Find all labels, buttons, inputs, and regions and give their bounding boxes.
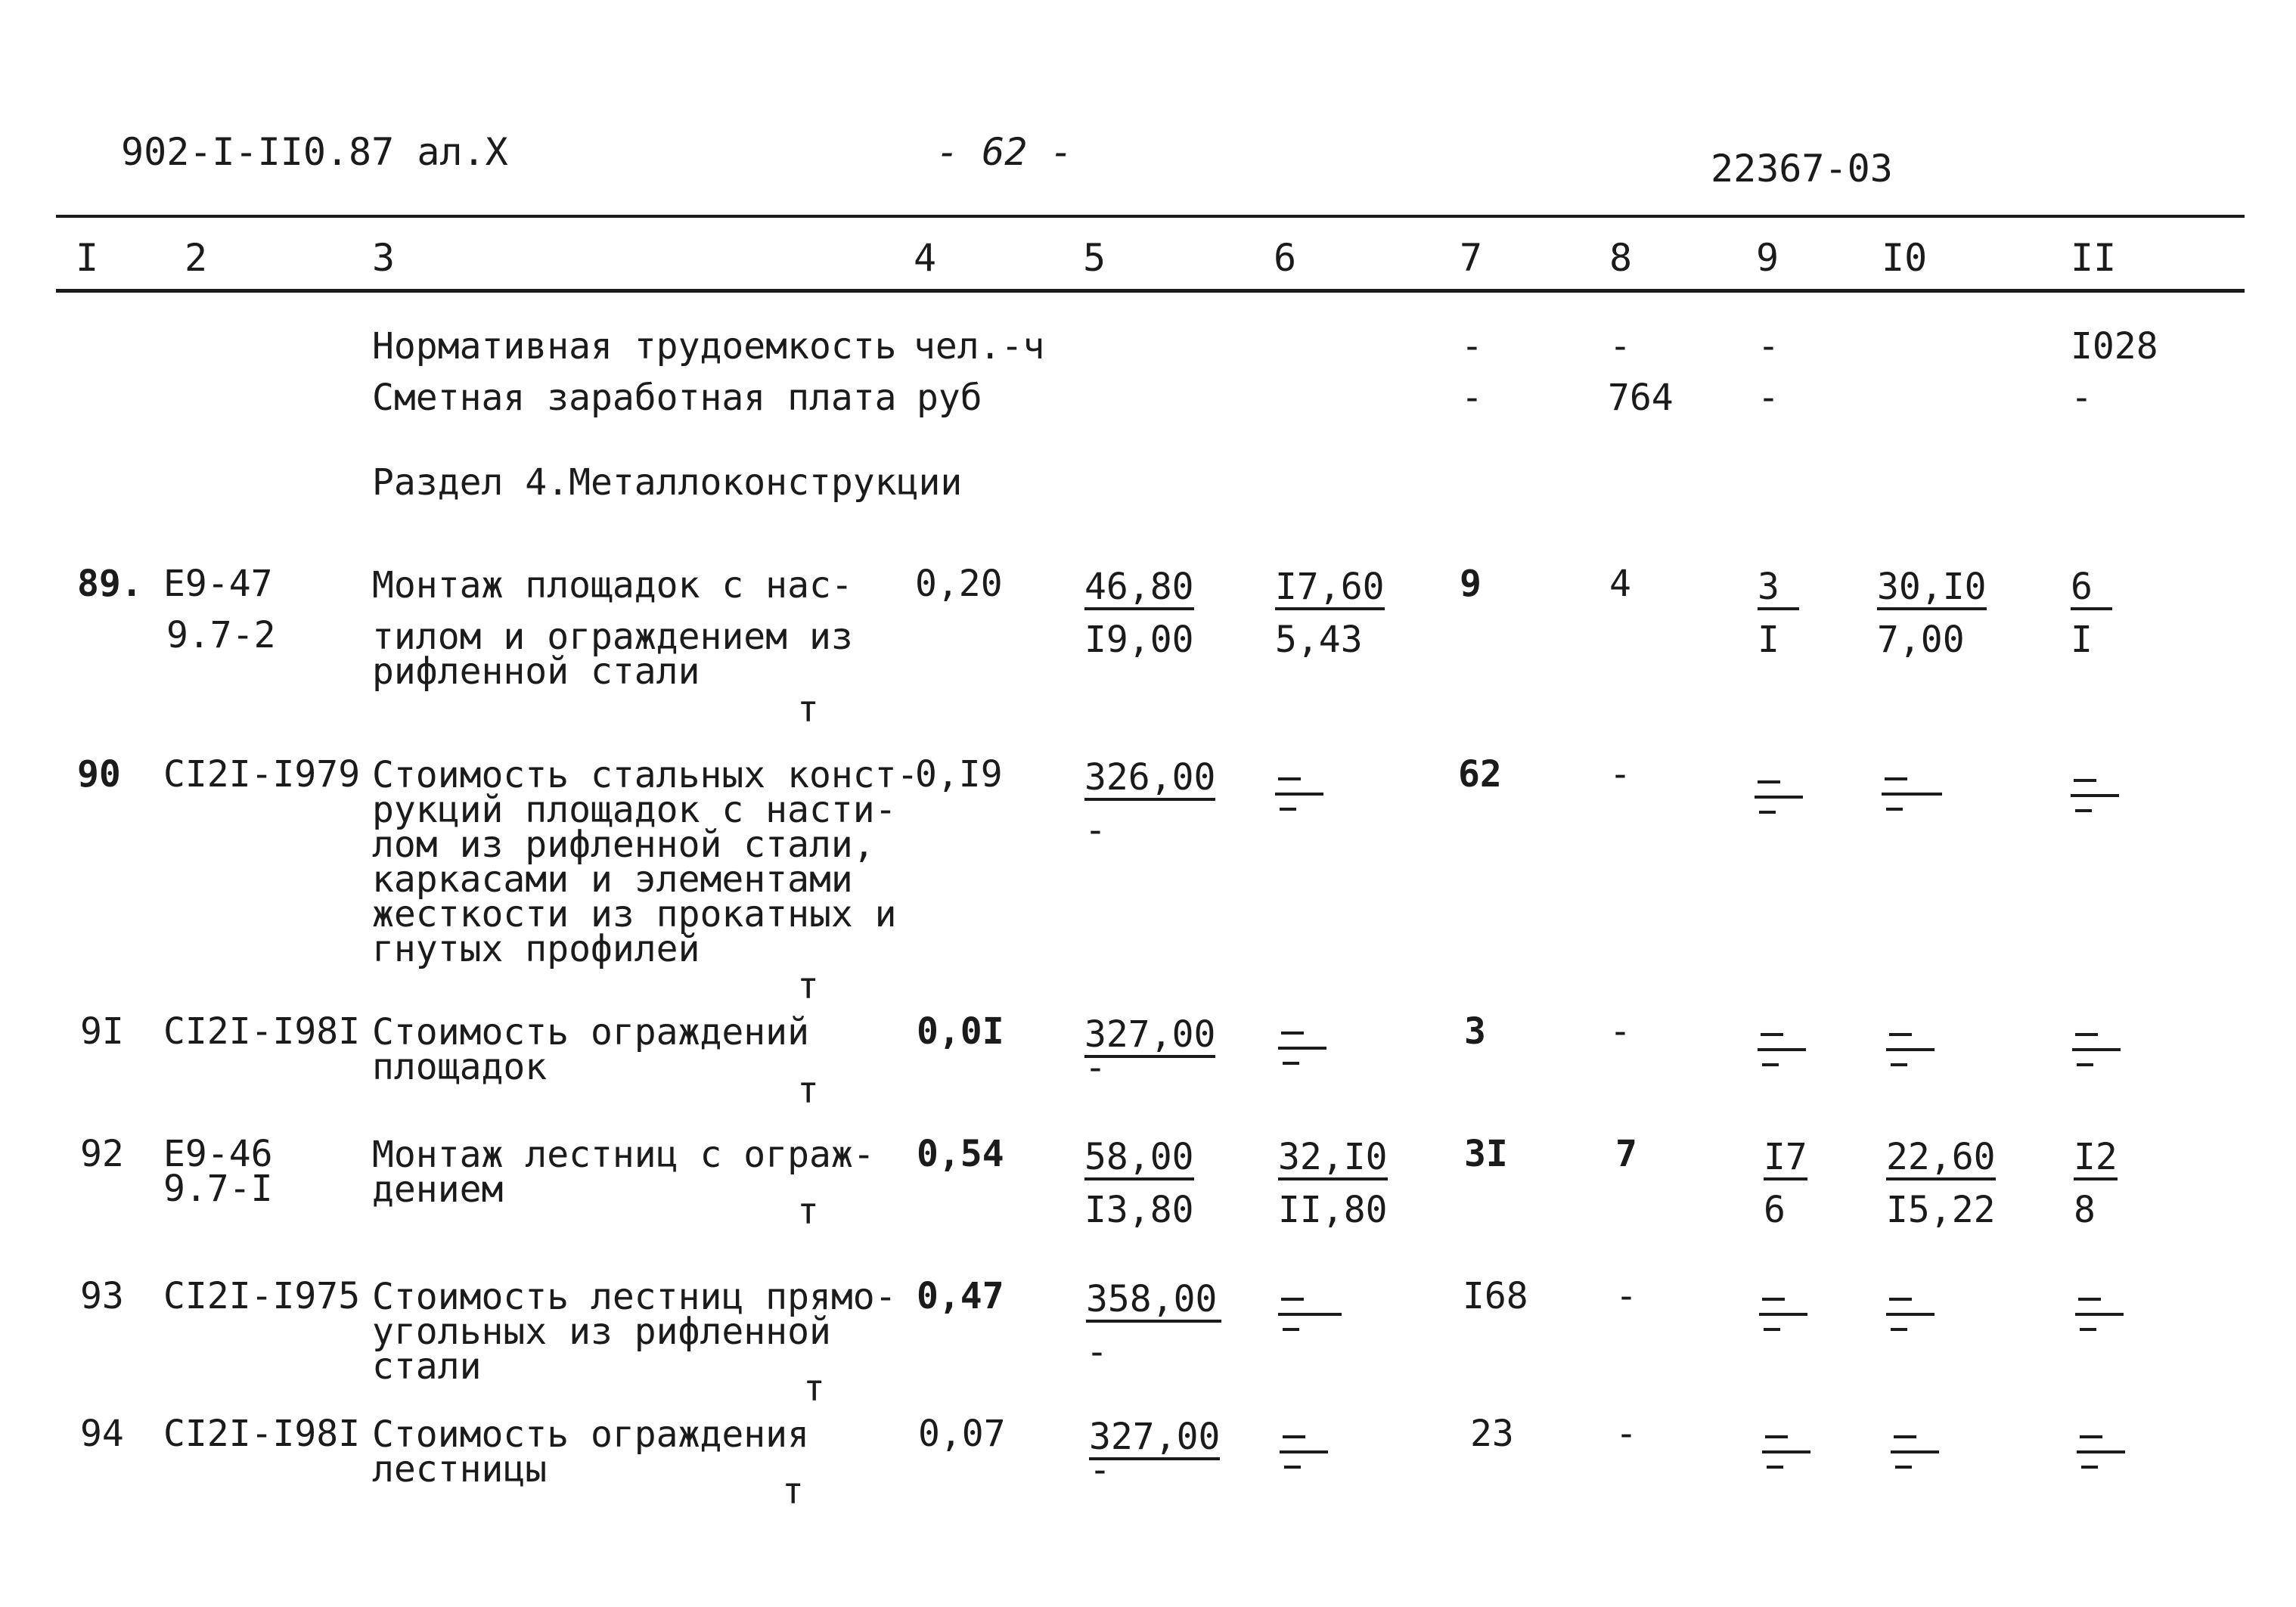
row-c5-top: 58,00 bbox=[1084, 1140, 1194, 1180]
row-unit: т bbox=[803, 1367, 825, 1410]
column-header-3: 3 bbox=[372, 236, 396, 280]
column-header-11: II bbox=[2071, 236, 2117, 280]
column-header-6: 6 bbox=[1274, 236, 1297, 280]
row-c5-top: 326,00 bbox=[1084, 760, 1215, 801]
row-c6-top: 32,I0 bbox=[1278, 1140, 1388, 1180]
row-quantity: 0,20 bbox=[915, 563, 1003, 605]
row-name-line-2: рукций площадок с насти- bbox=[372, 789, 897, 831]
row-name-line-2: угольных из рифленной bbox=[372, 1311, 831, 1353]
row-c9-value bbox=[1764, 1136, 1807, 1231]
row-c6-bottom: 5,43 bbox=[1275, 619, 1363, 661]
row-number: 92 bbox=[80, 1133, 124, 1175]
row-c9-top: 3 bbox=[1758, 569, 1799, 610]
row-number: 93 bbox=[80, 1275, 124, 1317]
row-quantity: 0,54 bbox=[917, 1133, 1004, 1175]
row-c7-value: 3 bbox=[1464, 1010, 1486, 1053]
row-c5-bottom: I9,00 bbox=[1084, 619, 1194, 661]
row-c5-top: 327,00 bbox=[1084, 1017, 1215, 1058]
row-unit: т bbox=[797, 965, 819, 1007]
row-quantity: 0,07 bbox=[918, 1413, 1006, 1455]
row-code-line-2: 9.7-I bbox=[163, 1168, 273, 1210]
row-number: 89. bbox=[77, 563, 143, 605]
row-c7-value: 62 bbox=[1458, 753, 1502, 796]
row-c5-bottom: I3,80 bbox=[1084, 1189, 1194, 1231]
row-code-line-1: CI2I-I979 bbox=[163, 753, 361, 796]
row-c8-value: - bbox=[1609, 1010, 1631, 1053]
row-c5-value bbox=[1084, 566, 1194, 661]
row-code-line-1: CI2I-I975 bbox=[163, 1275, 361, 1317]
summary-wage-unit: руб bbox=[917, 377, 982, 419]
row-c8-value: - bbox=[1609, 753, 1631, 796]
page-number: - 62 - bbox=[936, 130, 1073, 174]
row-c11-bottom: I bbox=[2071, 619, 2093, 661]
row-c6-bottom: II,80 bbox=[1278, 1189, 1388, 1231]
row-name-line-1: Монтаж лестниц с ограж- bbox=[372, 1134, 875, 1176]
column-header-4: 4 bbox=[914, 236, 937, 280]
row-c11-top: I2 bbox=[2074, 1140, 2118, 1180]
row-c5-bottom: - bbox=[1084, 809, 1106, 852]
row-quantity: 0,0I bbox=[917, 1010, 1004, 1053]
summary-wage-c7: - bbox=[1461, 377, 1483, 419]
row-name-line-6: гнутых профилей bbox=[372, 928, 700, 970]
row-unit: т bbox=[797, 1190, 819, 1233]
row-c5-value bbox=[1086, 1278, 1221, 1373]
column-header-5: 5 bbox=[1083, 236, 1106, 280]
row-unit: т bbox=[797, 1069, 819, 1112]
summary-wage-c9: - bbox=[1758, 377, 1779, 419]
row-c5-value bbox=[1089, 1416, 1221, 1491]
row-name-line-1: Стоимость ограждений bbox=[372, 1011, 809, 1053]
row-c5-value bbox=[1084, 756, 1216, 852]
column-header-7: 7 bbox=[1460, 236, 1483, 280]
summary-wage-label: Сметная заработная плата bbox=[372, 377, 897, 419]
row-name-line-1: Монтаж площадок с нас- bbox=[372, 564, 853, 607]
row-c10-value bbox=[1877, 566, 1987, 661]
row-c11-value bbox=[2074, 1136, 2118, 1231]
row-code-line-1: E9-47 bbox=[163, 563, 273, 605]
column-header-9: 9 bbox=[1756, 236, 1779, 280]
document-number: 22367-03 bbox=[1711, 147, 1893, 191]
row-name-line-3: стали bbox=[372, 1345, 482, 1388]
row-c10-value bbox=[1886, 1136, 1996, 1231]
row-unit: т bbox=[797, 688, 819, 731]
row-name-line-5: жесткости из прокатных и bbox=[372, 893, 897, 935]
row-c9-top: I7 bbox=[1764, 1140, 1807, 1180]
row-c5-top: 46,80 bbox=[1084, 569, 1194, 610]
row-name-line-4: каркасами и элементами bbox=[372, 858, 853, 901]
summary-labor-label: Нормативная трудоемкость bbox=[372, 325, 897, 368]
row-c5-bottom: - bbox=[1089, 1449, 1111, 1491]
summary-wage-c8: 764 bbox=[1608, 377, 1674, 419]
row-c10-bottom: I5,22 bbox=[1886, 1189, 1996, 1231]
header-top-rule bbox=[56, 215, 2245, 218]
header-bottom-rule bbox=[56, 289, 2245, 293]
row-c7-value: I68 bbox=[1463, 1275, 1528, 1317]
row-c8-value: - bbox=[1615, 1413, 1637, 1455]
column-header-8: 8 bbox=[1609, 236, 1633, 280]
section-title: Раздел 4.Металлоконструкции bbox=[372, 461, 963, 504]
row-c10-top: 30,I0 bbox=[1877, 569, 1987, 610]
row-c8-value: - bbox=[1615, 1275, 1637, 1317]
row-c7-value: 9 bbox=[1460, 563, 1482, 605]
summary-labor-c9: - bbox=[1758, 325, 1779, 368]
row-c5-bottom: - bbox=[1084, 1047, 1106, 1089]
row-c7-value: 23 bbox=[1470, 1413, 1514, 1455]
row-c9-value bbox=[1758, 566, 1799, 661]
row-name-line-2: дением bbox=[372, 1168, 504, 1211]
row-c8-value: 4 bbox=[1609, 563, 1631, 605]
row-name-line-3: лом из рифленной стали, bbox=[372, 824, 875, 866]
row-code-line-1: CI2I-I98I bbox=[163, 1010, 361, 1053]
row-c5-top: 358,00 bbox=[1086, 1282, 1221, 1323]
summary-labor-c11: I028 bbox=[2071, 325, 2158, 368]
row-c10-bottom: 7,00 bbox=[1877, 619, 1965, 661]
row-c11-bottom: 8 bbox=[2074, 1189, 2096, 1231]
row-code-line-1: E9-46 bbox=[163, 1133, 273, 1175]
row-c9-bottom: 6 bbox=[1764, 1189, 1786, 1231]
row-code-line-1: CI2I-I98I bbox=[163, 1413, 361, 1455]
row-name-line-2: тилом и ограждением из bbox=[372, 616, 853, 658]
row-name-line-2: площадок bbox=[372, 1046, 548, 1088]
row-c8-value: 7 bbox=[1615, 1133, 1637, 1175]
row-name-line-1: Стоимость ограждения bbox=[372, 1413, 809, 1456]
row-name-line-3: рифленной стали bbox=[372, 650, 700, 693]
row-name-line-2: лестницы bbox=[372, 1448, 548, 1491]
summary-labor-c8: - bbox=[1609, 325, 1631, 368]
column-header-1: I bbox=[76, 236, 99, 280]
document-code: 902-I-II0.87 ал.X bbox=[121, 130, 508, 174]
row-c7-value: 3I bbox=[1464, 1133, 1508, 1175]
row-c11-value bbox=[2071, 566, 2112, 661]
row-c6-value bbox=[1278, 1136, 1388, 1231]
row-c9-bottom: I bbox=[1758, 619, 1779, 661]
row-quantity: 0,47 bbox=[917, 1275, 1004, 1317]
summary-labor-unit: чел.-ч bbox=[914, 325, 1045, 368]
row-code-line-2: 9.7-2 bbox=[166, 614, 276, 656]
row-number: 9I bbox=[80, 1010, 124, 1053]
row-quantity: 0,I9 bbox=[915, 753, 1003, 796]
row-name-line-1: Стоимость лестниц прямо- bbox=[372, 1276, 897, 1318]
row-unit: т bbox=[782, 1470, 804, 1512]
row-c5-value bbox=[1084, 1013, 1216, 1089]
row-c5-bottom: - bbox=[1086, 1331, 1108, 1373]
row-c5-value bbox=[1084, 1136, 1194, 1231]
row-c6-value bbox=[1275, 566, 1385, 661]
row-c11-top: 6 bbox=[2071, 569, 2112, 610]
row-c5-top: 327,00 bbox=[1089, 1419, 1220, 1460]
row-c10-top: 22,60 bbox=[1886, 1140, 1996, 1180]
column-header-10: I0 bbox=[1882, 236, 1928, 280]
column-header-2: 2 bbox=[185, 236, 208, 280]
summary-labor-c7: - bbox=[1461, 325, 1483, 368]
row-name-line-1: Стоимость стальных конст- bbox=[372, 754, 919, 796]
row-c6-top: I7,60 bbox=[1275, 569, 1385, 610]
row-number: 94 bbox=[80, 1413, 124, 1455]
summary-wage-c11: - bbox=[2071, 377, 2093, 419]
row-number: 90 bbox=[77, 753, 121, 796]
